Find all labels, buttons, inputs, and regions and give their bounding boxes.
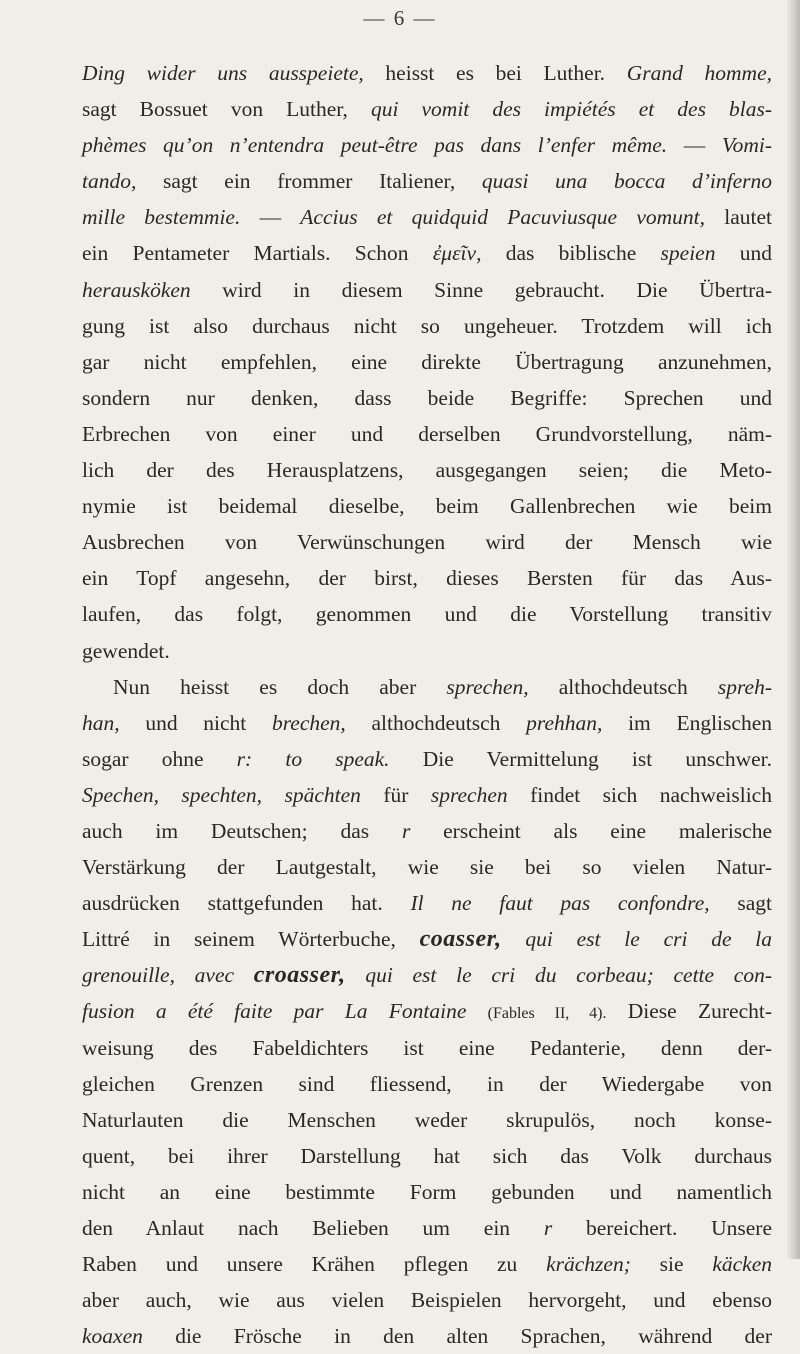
text-line: Ausbrechen von Verwünschungen wird der Mensch wie [82,530,772,555]
text-line: ein Topf angesehn, der birst, dieses Bersten für das Aus- [82,566,772,591]
text-line: gewendet. [82,638,170,663]
text-line: nymie ist beidemal dieselbe, beim Gallenbrechen wie beim [82,494,772,519]
text-line: aber auch, wie aus vielen Beispielen hervorgeht, und ebenso [82,1288,772,1313]
text-line: ein Pentameter Martials. Schon ἐμεῖν, das biblische speien und [82,241,772,266]
text-line: sogar ohne r: to speak. Die Vermittelung ist unschwer. [82,746,772,771]
body-text [82,55,772,1354]
text-line: sagt Bossuet von Luther, qui vomit des impiétés et des blas- [82,97,772,122]
text-line: lich der des Herausplatzens, ausgegangen seien; die Meto- [82,458,772,483]
text-line: Verstärkung der Lautgestalt, wie sie bei so vielen Natur- [82,855,772,880]
page-edge [786,0,800,1259]
text-line: gung ist also durchaus nicht so ungeheuer. Trotzdem will ich [82,313,772,338]
text-line: Nun heisst es doch aber sprechen, althochdeutsch spreh- [113,674,772,699]
text-line: ausdrücken stattgefunden hat. Il ne faut pas confondre, sagt [82,891,773,916]
page-number: — 6 — [363,6,437,30]
text-line: phèmes qu’on n’entendra peut-être pas dans l’enfer même. — Vomi- [82,133,772,158]
text-line: Littré in seinem Wörterbuche, coasser, qui est le cri de la [82,926,772,953]
text-line: Naturlauten die Menschen weder skrupulös, noch konse- [82,1107,772,1132]
text-line: weisung des Fabeldichters ist eine Pedanterie, denn der- [82,1035,772,1060]
text-line: han, und nicht brechen, althochdeutsch prehhan, im Englischen [82,710,772,735]
text-line: gleichen Grenzen sind fliessend, in der Wiedergabe von [82,1071,772,1096]
text-line: den Anlaut nach Belieben um ein r bereichert. Unsere [82,1216,772,1240]
text-line: fusion a été faite par La Fontaine (Fables II, 4). Diese Zurecht- [82,999,772,1024]
text-line: nicht an eine bestimmte Form gebunden und namentlich [82,1179,772,1204]
text-line: quent, bei ihrer Darstellung hat sich das Volk durchaus [82,1143,772,1168]
text-line: mille bestemmie. — Accius et quidquid Pacuviusque vomunt, lautet [82,205,772,230]
text-line: Spechen, spechten, spächten für sprechen findet sich nachweislich [82,782,772,807]
text-line: grenouille, avec croasser, qui est le cri du corbeau; cette con- [82,962,772,989]
text-line: Raben und unsere Krähen pflegen zu krächzen; sie käcken [82,1252,772,1277]
text-line: laufen, das folgt, genommen und die Vorstellung transitiv [82,602,772,627]
text-line: koaxen die Frösche in den alten Sprachen, während der [82,1324,772,1349]
text-line: Ding wider uns ausspeiete, heisst es bei Luther. Grand homme, [82,61,772,85]
text-line: tando, sagt ein frommer Italiener, quasi una bocca d’inferno [82,169,772,194]
text-line: auch im Deutschen; das r erscheint als eine malerische [82,818,772,843]
text-line: sondern nur denken, dass beide Begriffe: Sprechen und [82,385,772,410]
text-line: Erbrechen von einer und derselben Grundvorstellung, näm- [82,421,772,446]
text-line: gar nicht empfehlen, eine direkte Übertragung anzunehmen, [82,349,772,374]
text-line: herausköken wird in diesem Sinne gebraucht. Die Übertra- [82,277,772,302]
